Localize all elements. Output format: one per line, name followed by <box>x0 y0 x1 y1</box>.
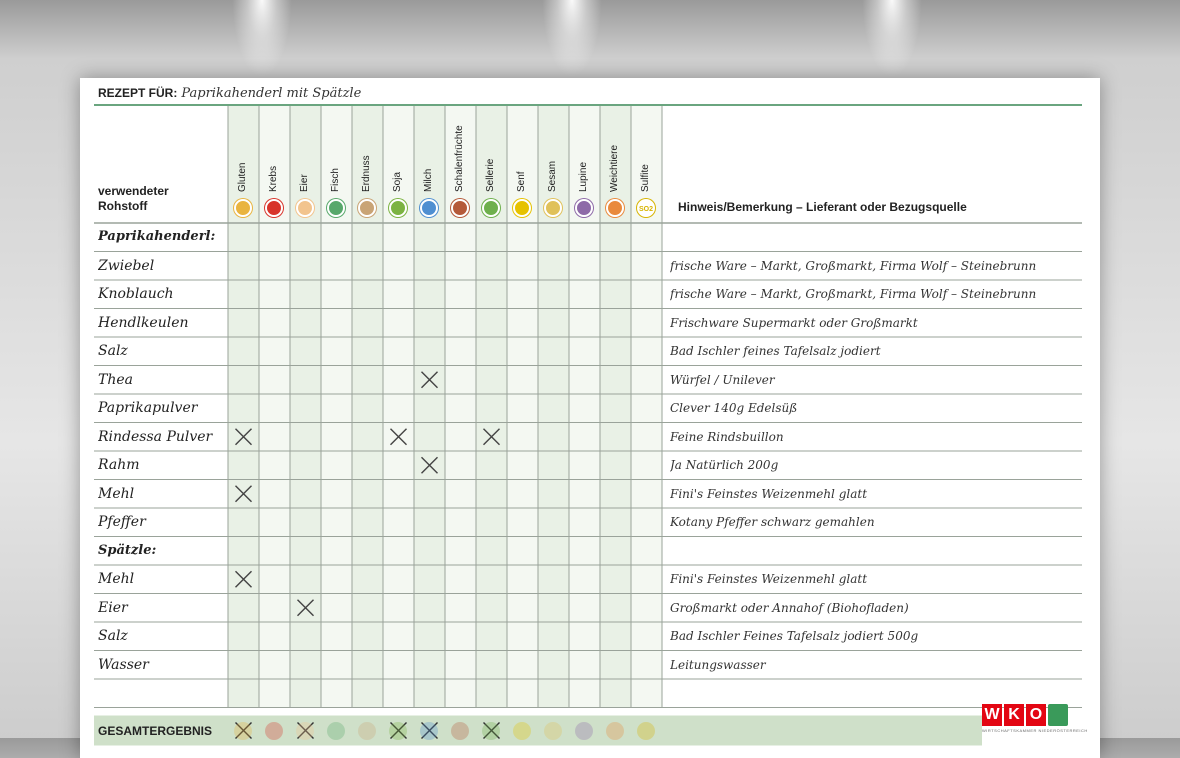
total-milk-icon <box>420 722 438 740</box>
ingredient-name: Paprikapulver <box>98 400 198 416</box>
total-lupine-icon <box>575 722 593 740</box>
supplier-note <box>670 537 1080 565</box>
column-header-sulfite: Sulfite <box>640 164 651 192</box>
total-wheat-icon <box>234 722 252 740</box>
total-crab-icon <box>265 722 283 740</box>
peanut-icon <box>358 199 376 217</box>
egg-icon <box>296 199 314 217</box>
section-heading: Spätzle: <box>98 542 157 558</box>
total-nut-icon <box>451 722 469 740</box>
allergen-column-sesam <box>538 106 569 708</box>
ingredient-name <box>98 679 224 707</box>
ingredient-name: Pfeffer <box>98 514 146 530</box>
nut-icon <box>451 199 469 217</box>
spotlight-center <box>542 0 602 78</box>
total-note-bg <box>662 716 982 746</box>
supplier-note: Bad Ischler feines Tafelsalz jodiert <box>670 344 881 358</box>
logo-subtitle: WIRTSCHAFTSKAMMER NIEDERÖSTERREICH <box>982 728 1088 733</box>
sesame-icon <box>544 199 562 217</box>
supplier-note <box>670 223 1080 251</box>
lupine-icon <box>575 199 593 217</box>
spotlight-left <box>232 0 292 78</box>
milk-icon <box>420 199 438 217</box>
column-header-sellerie: Sellerie <box>485 158 496 192</box>
total-sesame-icon <box>544 722 562 740</box>
logo-sun-icon <box>1048 704 1068 726</box>
supplier-note: Frischware Supermarkt oder Großmarkt <box>670 315 918 330</box>
allergen-column-weichtiere <box>600 106 631 708</box>
allergen-column-sulfite <box>631 106 662 708</box>
mustard-icon <box>513 199 531 217</box>
soy-icon <box>389 199 407 217</box>
wheat-icon <box>234 199 252 217</box>
ingredient-name: Hendlkeulen <box>98 314 189 331</box>
celery-icon <box>482 199 500 217</box>
recipe-name: Paprikahenderl mit Spätzle <box>181 85 362 101</box>
supplier-note: Leitungswasser <box>670 657 766 672</box>
column-header-milch: Milch <box>423 168 434 192</box>
total-label: GESAMTERGEBNIS <box>98 724 213 738</box>
ingredient-name: Salz <box>98 343 128 359</box>
supplier-note: Bad Ischler Feines Tafelsalz jodiert 500g <box>670 629 919 643</box>
ingredient-name: Knoblauch <box>98 286 174 302</box>
supplier-note: Kotany Pfeffer schwarz gemahlen <box>670 515 875 529</box>
column-header-gluten: Gluten <box>237 162 248 192</box>
ingredient-name: Zwiebel <box>98 257 155 274</box>
supplier-note: Ja Natürlich 200g <box>670 458 779 472</box>
logo-letter-w: W <box>982 704 1002 726</box>
recipe-title-label: REZEPT FÜR: <box>98 86 178 100</box>
supplier-note: frische Ware – Markt, Großmarkt, Firma Wolf – Steinebrunn <box>670 258 1037 273</box>
supplier-note: frische Ware – Markt, Großmarkt, Firma Wolf – Steinebrunn <box>670 287 1037 301</box>
mollusc-icon <box>606 199 624 217</box>
column-header-fisch: Fisch <box>330 168 341 192</box>
column-header-schalenfrüchte: Schalenfrüchte <box>454 125 465 192</box>
allergen-column-erdnuss <box>352 106 383 708</box>
total-fish-icon <box>327 722 345 740</box>
allergen-sheet <box>80 78 1100 758</box>
column-header-senf: Senf <box>516 171 527 192</box>
ingredient-name: Salz <box>98 628 128 644</box>
column-header-lupine: Lupine <box>578 161 589 192</box>
allergen-column-krebs <box>259 106 290 708</box>
total-egg-icon <box>296 722 314 740</box>
ingredient-name: Rindessa Pulver <box>98 428 213 445</box>
crab-icon <box>265 199 283 217</box>
ingredient-name: Rahm <box>98 457 140 473</box>
fish-icon <box>327 199 345 217</box>
wko-logo <box>982 704 1068 726</box>
allergen-column-sellerie <box>476 106 507 708</box>
logo-letter-o: O <box>1026 704 1046 726</box>
total-peanut-icon <box>358 722 376 740</box>
supplier-note: Feine Rindsbuillon <box>670 429 784 444</box>
supplier-note: Großmarkt oder Annahof (Biohofladen) <box>670 600 909 615</box>
total-mustard-icon <box>513 722 531 740</box>
allergen-column-fisch <box>321 106 352 708</box>
column-header-krebs: Krebs <box>268 165 279 192</box>
section-heading: Paprikahenderl: <box>98 229 216 244</box>
column-header-soja: Soja <box>392 171 403 192</box>
allergen-column-senf <box>507 106 538 708</box>
ingredient-column-header: verwendeter Rohstoff <box>98 184 169 213</box>
supplier-note <box>670 679 1080 707</box>
supplier-note: Fini's Feinstes Weizenmehl glatt <box>670 572 868 586</box>
logo-letter-k: K <box>1004 704 1024 726</box>
supplier-note: Würfel / Unilever <box>670 372 775 387</box>
allergen-column-gluten <box>228 106 259 708</box>
total-sulfite-icon <box>637 722 655 740</box>
note-column-header: Hinweis/Bemerkung – Lieferant oder Bezugsquelle <box>678 200 967 214</box>
ingredient-name: Mehl <box>98 571 135 587</box>
allergen-column-lupine <box>569 106 600 708</box>
ingredient-name: Wasser <box>98 656 149 673</box>
supplier-note: Clever 140g Edelsüß <box>670 401 798 415</box>
supplier-note: Fini's Feinstes Weizenmehl glatt <box>670 486 868 501</box>
allergen-column-milch <box>414 106 445 708</box>
allergen-column-soja <box>383 106 414 708</box>
column-header-sesam: Sesam <box>547 160 558 192</box>
allergen-column-eier <box>290 106 321 708</box>
ingredient-name: Mehl <box>98 485 135 502</box>
total-soy-icon <box>389 722 407 740</box>
allergen-column-schalenfrüchte <box>445 106 476 708</box>
ingredient-name: Eier <box>98 599 128 616</box>
column-header-erdnuss: Erdnuss <box>361 155 372 192</box>
total-mollusc-icon <box>606 722 624 740</box>
spotlight-right <box>862 0 922 78</box>
total-celery-icon <box>482 722 500 740</box>
ingredient-name: Thea <box>98 371 133 388</box>
column-header-weichtiere: Weichtiere <box>609 144 620 192</box>
sulfite-icon: SO2 <box>637 199 655 217</box>
column-header-eier: Eier <box>299 174 310 192</box>
